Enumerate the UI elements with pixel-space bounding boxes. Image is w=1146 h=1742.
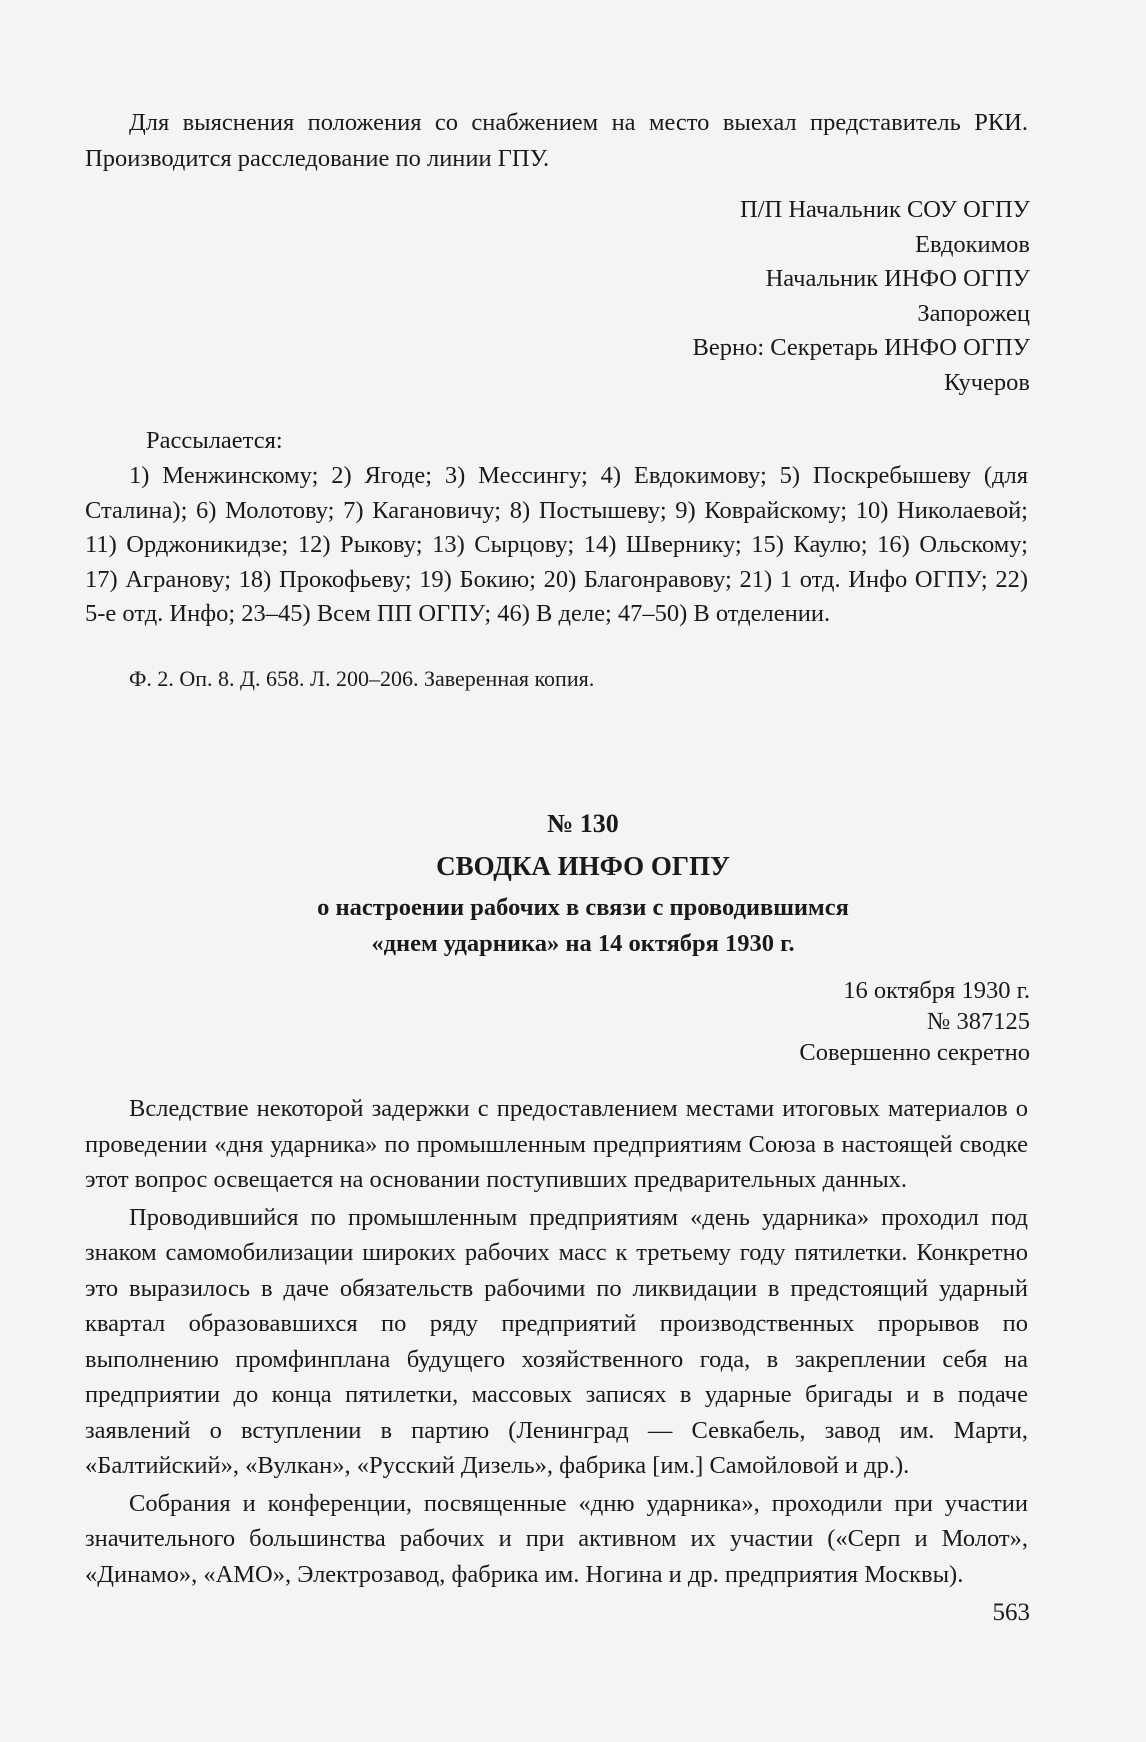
archive-reference: Ф. 2. Оп. 8. Д. 658. Л. 200–206. Заверенная копия. — [129, 666, 595, 691]
signature-block — [540, 193, 1030, 400]
signature-line-5: Верно: Секретарь ИНФО ОГПУ — [692, 334, 1030, 361]
signature-line-3: Начальник ИНФО ОГПУ — [765, 265, 1030, 292]
document-title: СВОДКА ИНФО ОГПУ — [436, 851, 730, 881]
page-number: 563 — [992, 1599, 1030, 1626]
subtitle-line-2: «днем ударника» на 14 октября 1930 г. — [371, 930, 795, 957]
distribution-list: 1) Менжинскому; 2) Ягоде; 3) Мессингу; 4) Евдокимову; 5) Поскребышеву (для Сталина); 6) Молотову; 7) Кагановичу; 8) Постышеву; 9) Коврайскому; 10) Николаевой; 11) Орджоникидзе; 12) Рыкову; 13) Сырцову; 14) Швернику; 15) Каулю; 16) Ольскому; 17) Агранову; 18) Прокофьеву; 19) Бокию; 20) Благонравову; 21) 1 отд. Инфо ОГПУ; 22) 5-е отд. Инфо; 23–45) Всем ПП ОГПУ; 46) В деле; 47–50) В отделении. — [85, 462, 1028, 627]
paragraph-2: Проводившийся по промышленным предприятиям «день ударника» проходил под знаком самомобилизации широких рабочих масс к третьему году пятилетки. Конкретно это выразилось в даче обязательств рабочими по ликвидации в предстоящий ударный квартал образовавшихся по ряду предприятий производственных прорывов по выполнению промфинплана будущего хозяйственного года, в закреплении себя на предприятии до конца пятилетки, массовых записях в ударные бригады и в подаче заявлений о вступлении в партию (Ленинград — Севкабель, завод им. Марти, «Балтийский», «Вулкан», «Русский Дизель», фабрика [им.] Самойловой и др.). — [85, 1203, 1028, 1479]
document-subtitle — [0, 890, 1146, 962]
main-body — [85, 1091, 1028, 1592]
signature-line-6: Кучеров — [943, 368, 1030, 396]
signature-line-4: Запорожец — [917, 299, 1030, 327]
document-number: № 130 — [547, 809, 619, 838]
distribution-heading: Рассылается: — [146, 427, 283, 454]
document-date: 16 октября 1930 г. — [843, 977, 1030, 1004]
intro-paragraph: Для выяснения положения со снабжением на место выехал представитель РКИ. Производится расследование по линии ГПУ. — [85, 109, 1028, 172]
document-meta — [640, 975, 1030, 1068]
subtitle-line-1: о настроении рабочих в связи с проводившимся — [317, 894, 849, 921]
signature-line-2: Евдокимов — [915, 230, 1030, 258]
document-reg-number: № 387125 — [926, 1008, 1030, 1035]
signature-line-1: П/П Начальник СОУ ОГПУ — [740, 196, 1030, 223]
classification-stamp: Совершенно секретно — [799, 1039, 1030, 1066]
paragraph-1: Вследствие некоторой задержки с предоставлением местами итоговых материалов о проведении «дня ударника» по промышленным предприятиям Союза в настоящей сводке этот вопрос освещается на основании поступивших предварительных данных. — [85, 1095, 1028, 1193]
paragraph-3: Собрания и конференции, посвященные «дню ударника», проходили при участии значительного большинства рабочих и при активном их участии («Серп и Молот», «Динамо», «АМО», Электрозавод, фабрика им. Ногина и др. предприятия Москвы). — [85, 1489, 1028, 1588]
